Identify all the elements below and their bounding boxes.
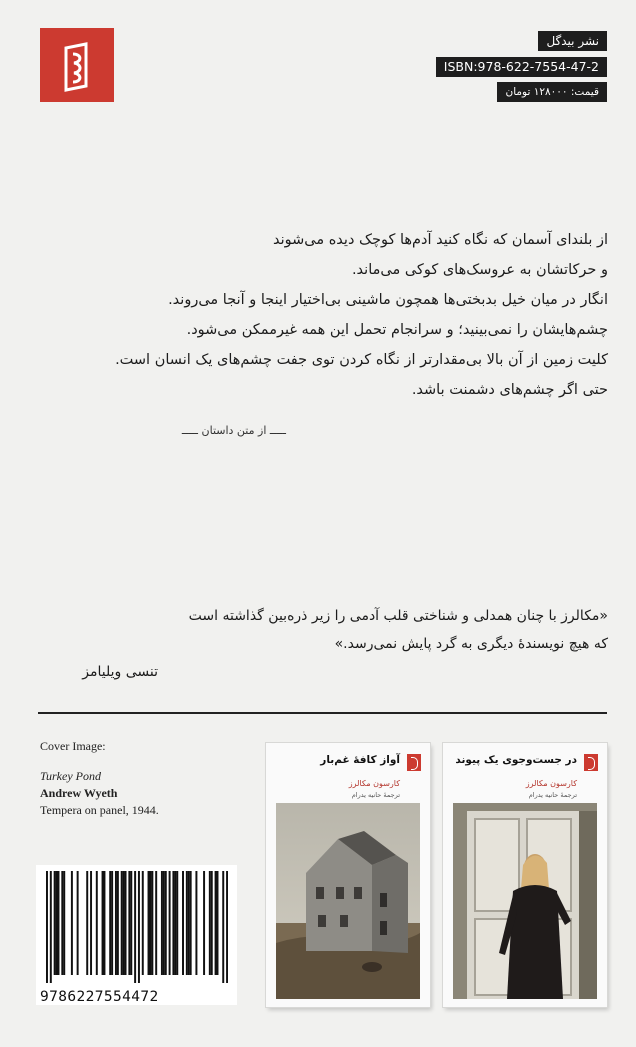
house-painting-image (276, 803, 420, 999)
painting-artist: Andrew Wyeth (40, 786, 118, 800)
barcode-bar (134, 871, 136, 983)
barcode-bar (46, 871, 48, 983)
quote-line: که هیچ نویسندهٔ دیگری به گرد پایش نمی‌رسد.» (334, 636, 608, 652)
barcode-bar (50, 871, 52, 983)
barcode-bar (226, 871, 228, 983)
barcode-bar (209, 871, 211, 975)
barcode-bar (195, 871, 197, 975)
barcode-bar (211, 871, 213, 975)
barcode-bar (149, 871, 151, 975)
barcode-bar (130, 871, 132, 975)
barcode-bar (190, 871, 192, 975)
barcode-bar (186, 871, 188, 975)
publisher-name-tag: نشر بیدگل (538, 31, 607, 51)
barcode-bar (121, 871, 123, 975)
quote-author: تنسی ویلیامز (82, 664, 158, 680)
barcode-bar (142, 871, 144, 975)
related-book-cover (266, 743, 430, 1007)
barcode-bar (103, 871, 105, 975)
barcode-digits: 9786227554472 (40, 989, 159, 1005)
barcode-bar (138, 871, 140, 983)
divider-line (38, 712, 607, 714)
barcode-bar (90, 871, 92, 975)
cover-credits (40, 738, 159, 819)
barcode-bar (182, 871, 184, 975)
barcode-bar (148, 871, 150, 975)
barcode-bar (63, 871, 65, 975)
price-tag: قیمت: ۱۲۸۰۰۰ تومان (497, 82, 607, 102)
barcode-bar (71, 871, 73, 975)
barcode-bar (174, 871, 176, 975)
barcode-bar (215, 871, 217, 975)
excerpt-line: کلیت زمین از آن بالا بی‌مقدارتر از نگاه کردن توی جفت چشم‌های یک انسان است. (115, 352, 608, 368)
barcode-bar (161, 871, 163, 975)
book-translator: ترجمهٔ حانیه یدرام (528, 791, 577, 799)
quote-line: «مکالرز با چنان همدلی و شناختی قلب آدمی را زیر ذره‌بین گذاشته است (188, 608, 608, 624)
door-painting-image (453, 803, 597, 999)
barcode-bar (176, 871, 178, 975)
barcode-bar (151, 871, 153, 975)
book-translator: ترجمهٔ حانیه یدرام (351, 791, 400, 799)
publisher-mini-logo (407, 754, 421, 771)
barcode-bar (155, 871, 157, 975)
excerpt-source: ـــــ از متن داستان ـــــ (181, 424, 286, 437)
excerpt-line: از بلندای آسمان که نگاه کنید آدم‌ها کوچک دیده می‌شوند (272, 232, 608, 248)
barcode-bar (128, 871, 130, 975)
barcode-bar (117, 871, 119, 975)
barcode-bar (222, 871, 224, 983)
barcode-bars (46, 871, 228, 983)
barcode-bar (203, 871, 205, 975)
cover-image-label: Cover Image: (40, 739, 106, 753)
barcode-bar (188, 871, 190, 975)
barcode-bar (61, 871, 63, 975)
barcode-bar (86, 871, 88, 975)
barcode-bar (163, 871, 165, 975)
publisher-logo (40, 28, 114, 102)
excerpt-text (115, 225, 608, 405)
barcode-bar (102, 871, 104, 975)
barcode-bar (123, 871, 125, 975)
bidgol-book-icon (40, 28, 114, 102)
book-title: در جست‌وجوی یک پیوند (455, 754, 577, 766)
barcode-bar (111, 871, 113, 975)
isbn-barcode (36, 865, 237, 1005)
barcode-bar (54, 871, 56, 975)
barcode-bar (172, 871, 174, 975)
book-author: کارسون مکالرز (348, 779, 400, 788)
painting-medium: Tempera on panel, 1944. (40, 803, 159, 817)
isbn-tag: ISBN:978-622-7554-47-2 (436, 57, 607, 77)
excerpt-line: انگار در میان خیل بدبختی‌ها همچون ماشینی بی‌اختیار اینجا و آنجا می‌روند. (168, 292, 608, 308)
barcode-bar (109, 871, 111, 975)
blurb-quote (28, 602, 608, 658)
barcode-bar (115, 871, 117, 975)
barcode-bar (56, 871, 58, 975)
related-book-cover (443, 743, 607, 1007)
barcode-bar (169, 871, 171, 975)
publisher-mini-logo (584, 754, 598, 771)
book-author: کارسون مکالرز (525, 779, 577, 788)
excerpt-line: چشم‌هایشان را نمی‌بینید؛ و سرانجام تحمل این همه غیرممکن می‌شود. (186, 322, 608, 338)
barcode-bar (57, 871, 59, 975)
excerpt-line: و حرکاتشان به عروسک‌های کوکی می‌ماند. (351, 262, 608, 278)
barcode-bar (165, 871, 167, 975)
barcode-bar (77, 871, 79, 975)
barcode-bar (217, 871, 219, 975)
barcode-bar (125, 871, 127, 975)
painting-title: Turkey Pond (40, 769, 101, 783)
book-title: آواز کافهٔ غم‌بار (320, 754, 400, 766)
excerpt-line: حتی اگر چشم‌های دشمنت باشد. (411, 382, 608, 398)
barcode-bar (96, 871, 98, 975)
